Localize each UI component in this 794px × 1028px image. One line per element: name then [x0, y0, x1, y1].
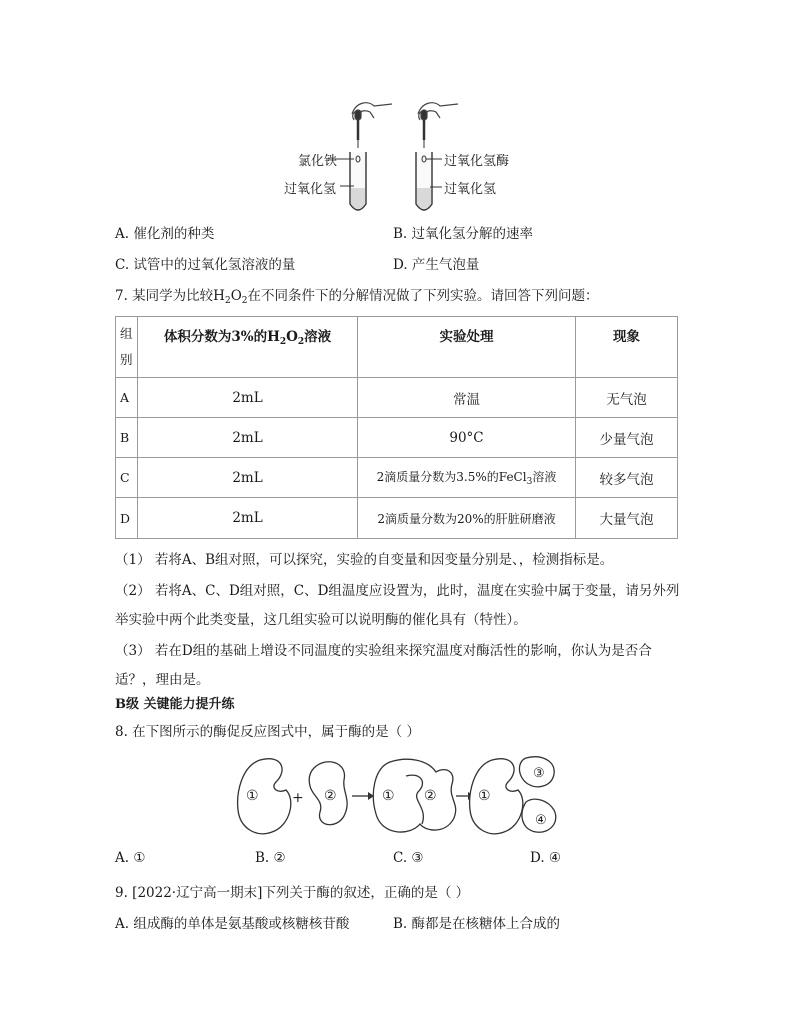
q6-option-c[interactable]: C. 试管中的过氧化氢溶液的量 — [115, 257, 296, 273]
q8-option-d[interactable]: D. ④ — [530, 850, 562, 866]
tube-label-right-2: 过氧化氢 — [444, 182, 497, 197]
cell-volume: 2mL — [138, 458, 358, 498]
diagram-plus: + — [292, 790, 304, 806]
q6-option-a[interactable]: A. 催化剂的种类 — [115, 226, 215, 242]
q6-option-b[interactable]: B. 过氧化氢分解的速率 — [393, 226, 534, 242]
table-row — [116, 458, 678, 498]
header-phenomenon: 现象 — [576, 317, 678, 378]
cell-treatment: 常温 — [358, 378, 576, 418]
cell-phenomenon: 较多气泡 — [576, 458, 678, 498]
cell-treatment: 2滴质量分数为3.5%的FeCl$_3$溶液 — [358, 458, 576, 498]
diagram-label: ① — [246, 788, 259, 804]
q8-stem: 8. 在下图所示的酶促反应图式中，属于酶的是（ ） — [115, 724, 420, 740]
diagram-label: ① — [478, 788, 491, 804]
q9-option-b[interactable]: B. 酶都是在核糖体上合成的 — [393, 916, 561, 932]
cell-volume: 2mL — [138, 418, 358, 458]
table-header-row — [116, 317, 678, 378]
diagram-label: ② — [324, 788, 337, 804]
tube-label-left-1: 氯化铁 — [298, 154, 338, 169]
q7-stem: 7. 某同学为比较$H_2O_2$在不同条件下的分解情况做了下列实验。请回答下列问题： — [115, 288, 599, 306]
table-row — [116, 418, 678, 458]
cell-phenomenon: 大量气泡 — [576, 498, 678, 539]
enzyme-reaction-diagram — [230, 752, 570, 842]
section-b-heading: B级 关键能力提升练 — [115, 697, 235, 712]
experiment-table — [115, 316, 678, 539]
q7-subquestion-2-line1: （2） 若将A、C、D组对照，C、D组温度应设置为，此时，温度在实验中属于变量，请另外列 — [115, 583, 680, 599]
diagram-label: ② — [424, 788, 437, 804]
cell-phenomenon: 无气泡 — [576, 378, 678, 418]
cell-treatment: 90°C — [358, 418, 576, 458]
cell-volume: 2mL — [138, 498, 358, 539]
diagram-label: ③ — [533, 766, 545, 781]
header-treatment: 实验处理 — [358, 317, 576, 378]
tube-label-right-1: 过氧化氢酶 — [444, 154, 510, 169]
diagram-label: ① — [382, 788, 395, 804]
cell-group: C — [116, 458, 138, 498]
q7-subquestion-3-line1: （3） 若在D组的基础上增设不同温度的实验组来探究温度对酶活性的影响，你认为是否合 — [115, 643, 652, 659]
q8-option-b[interactable]: B. ② — [255, 850, 286, 866]
q6-option-d[interactable]: D. 产生气泡量 — [393, 257, 480, 273]
cell-treatment: 2滴质量分数为20%的肝脏研磨液 — [358, 498, 576, 539]
cell-group: A — [116, 378, 138, 418]
hand-dropper-left-icon — [352, 103, 392, 148]
cell-volume: 2mL — [138, 378, 358, 418]
table-row — [116, 498, 678, 539]
q7-subquestion-2-line2: 举实验中两个此类变量，这几组实验可以说明酶的催化具有（特性）。 — [115, 612, 527, 628]
q7-subquestion-3-line2: 适？，理由是。 — [115, 672, 210, 688]
hand-dropper-right-icon — [418, 103, 458, 148]
q9-option-a[interactable]: A. 组成酶的单体是氨基酸或核糖核苷酸 — [115, 916, 350, 932]
q9-stem: 9. [2022·辽宁高一期末]下列关于酶的叙述，正确的是（ ） — [115, 885, 470, 901]
cell-phenomenon: 少量气泡 — [576, 418, 678, 458]
table-row — [116, 378, 678, 418]
q8-option-c[interactable]: C. ③ — [393, 850, 424, 866]
tube-label-left-2: 过氧化氢 — [284, 182, 337, 197]
header-volume: 体积分数为3%的$H_2O_2$溶液 — [138, 317, 358, 378]
test-tube-right — [416, 152, 442, 210]
cell-group: D — [116, 498, 138, 539]
q8-option-a[interactable]: A. ① — [115, 850, 146, 866]
q7-subquestion-1: （1） 若将A、B组对照，可以探究，实验的自变量和因变量分别是、，检测指标是。 — [115, 552, 614, 568]
header-group: 组 别 — [116, 317, 138, 378]
diagram-label: ④ — [535, 813, 547, 828]
cell-group: B — [116, 418, 138, 458]
